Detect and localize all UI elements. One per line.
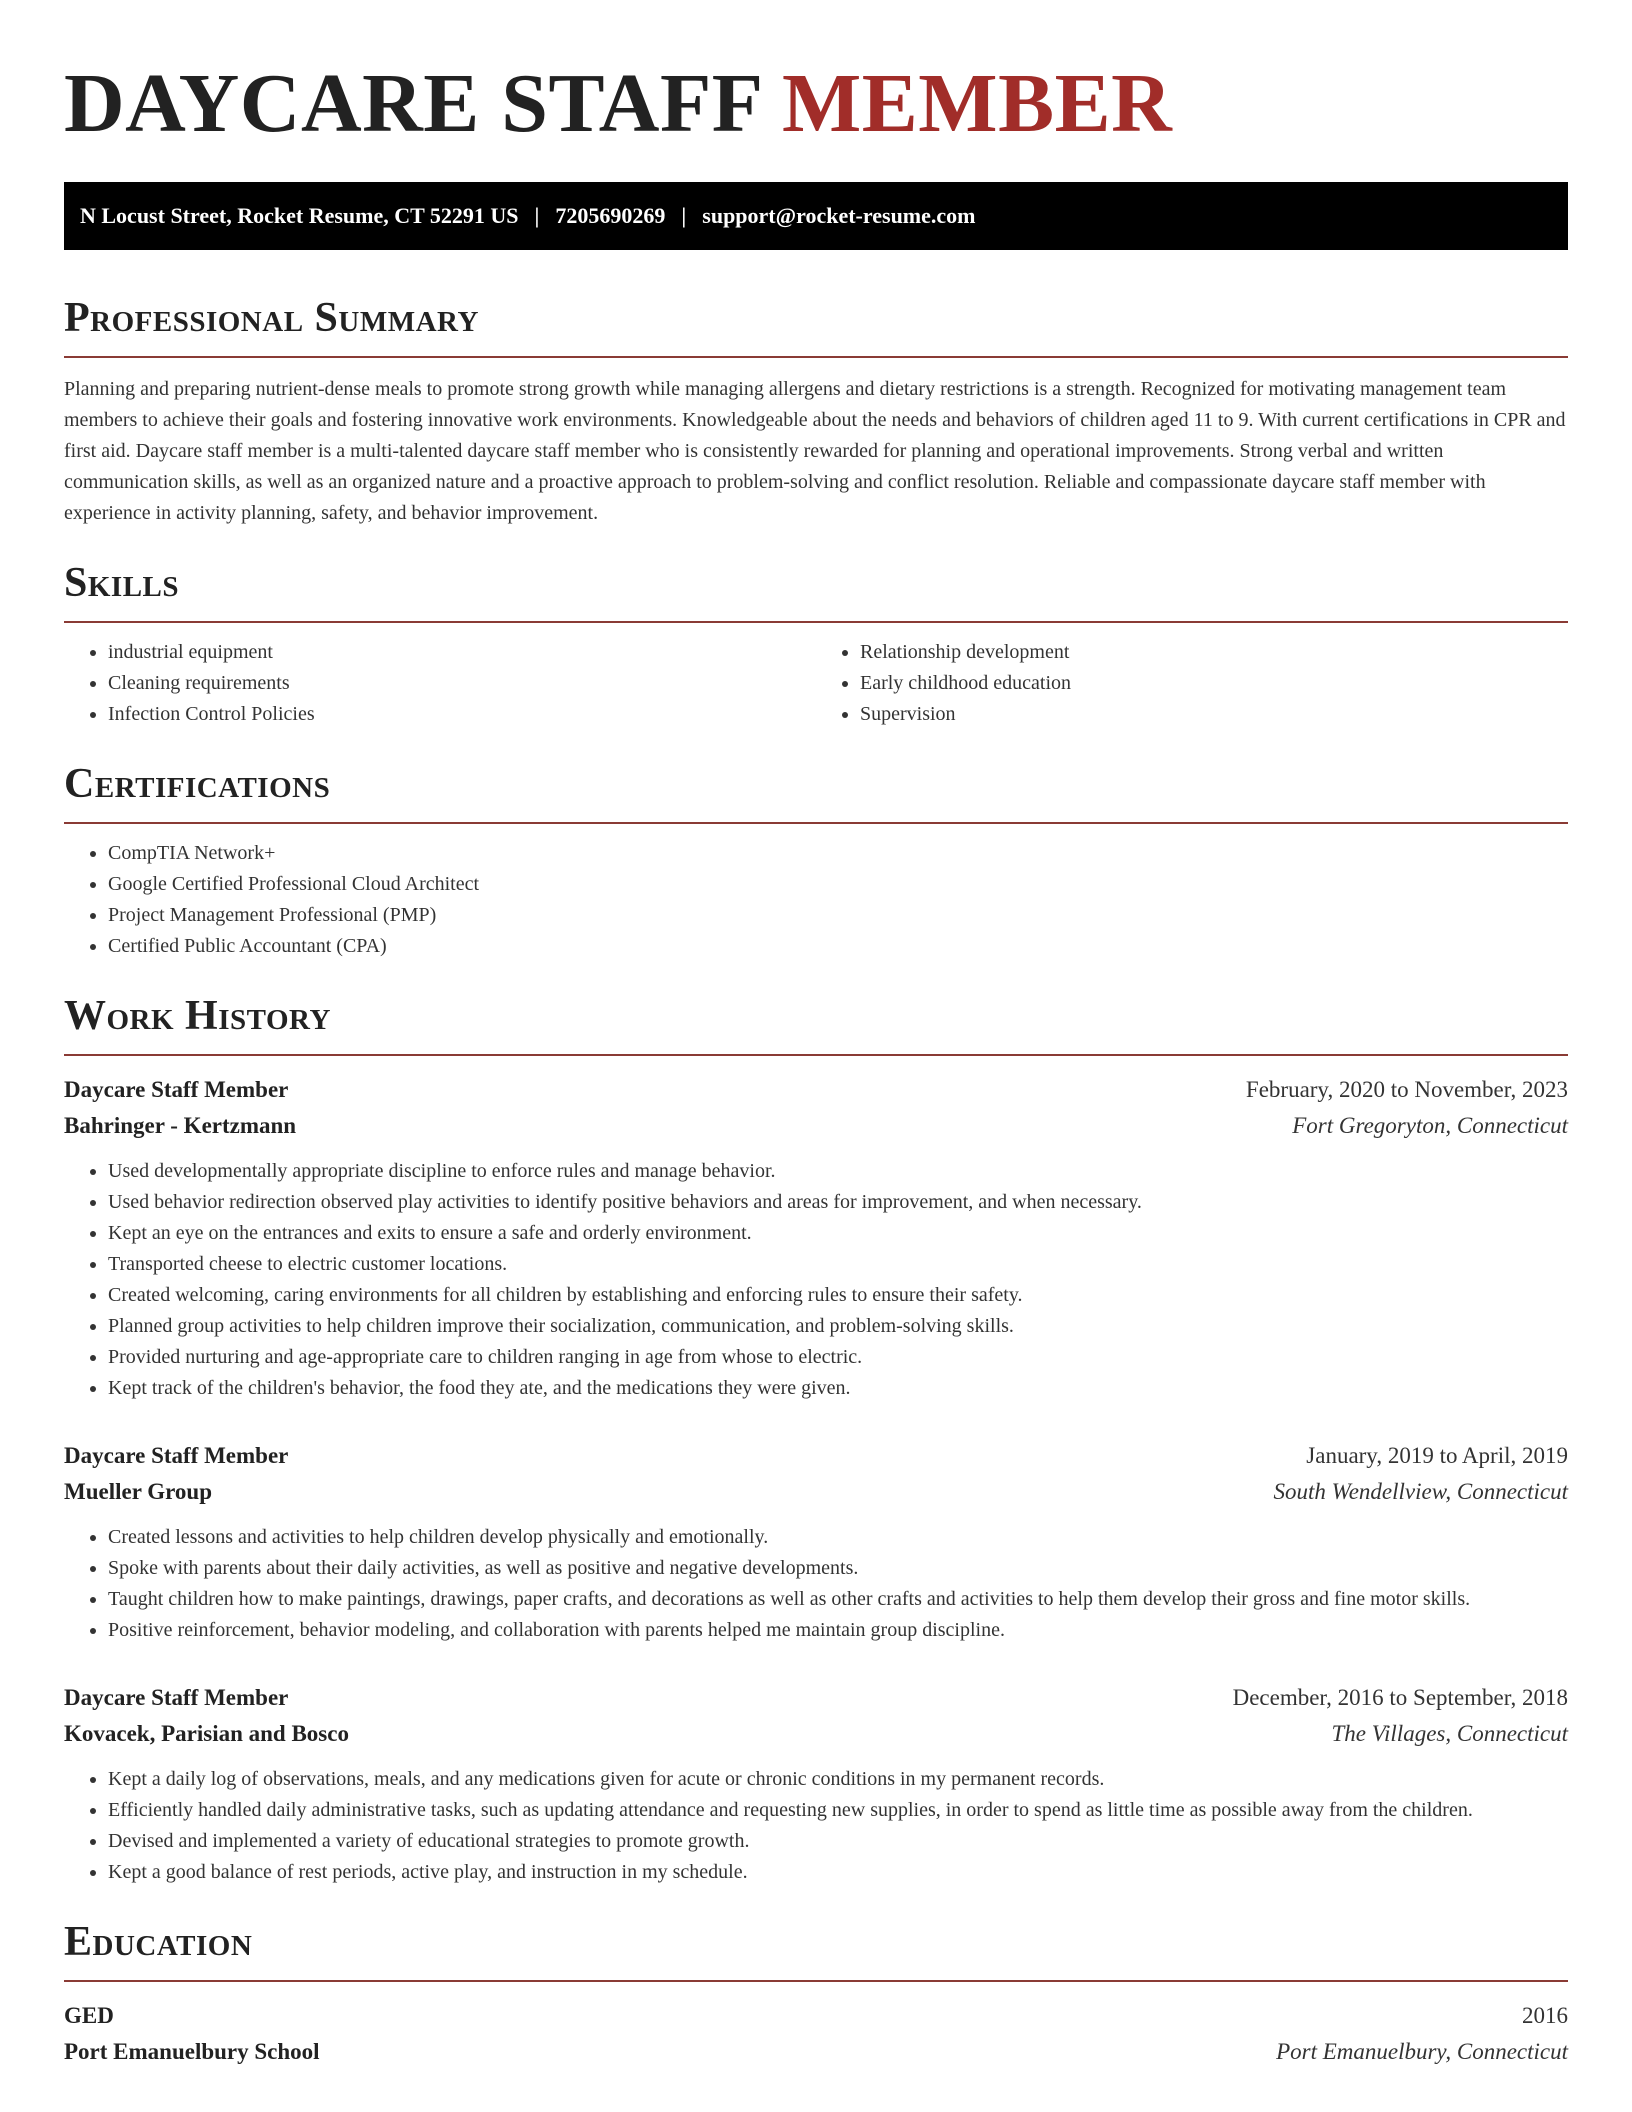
education-year: 2016 (1522, 2003, 1568, 2028)
job-company: Kovacek, Parisian and Bosco (64, 1721, 349, 1746)
job-duty: • Kept a good balance of rest periods, active play, and instruction in my schedule. (108, 1857, 1568, 1888)
job-title: Daycare Staff Member (64, 1685, 289, 1710)
section-divider (64, 1054, 1568, 1056)
job-entry (64, 1072, 1568, 1404)
section-divider (64, 356, 1568, 358)
job-company: Bahringer - Kertzmann (64, 1113, 297, 1138)
skills-list-left (64, 637, 816, 730)
job-location: The Villages, Connecticut (1331, 1721, 1568, 1746)
skill-item: • Cleaning requirements (108, 668, 816, 699)
section-title-skills: Skills (64, 560, 180, 606)
job-duty: • Devised and implemented a variety of educational strategies to promote growth. (108, 1826, 1568, 1857)
job-duty: • Positive reinforcement, behavior modeling, and collaboration with parents helped me maintain group discipline. (108, 1615, 1568, 1646)
job-company: Mueller Group (64, 1479, 213, 1504)
job-duty: • Used behavior redirection observed play activities to identify positive behaviors and areas for improvement, and when necessary. (108, 1187, 1568, 1218)
certification-item: • Project Management Professional (PMP) (108, 900, 1568, 931)
certification-item: • Google Certified Professional Cloud Architect (108, 869, 1568, 900)
name-accent: MEMBER (781, 57, 1173, 150)
skills-grid (64, 623, 1568, 730)
section-title-summary: Professional Summary (64, 295, 479, 341)
professional-summary-section (64, 294, 1568, 529)
job-header-row (64, 1680, 1568, 1716)
section-title-work-history: Work History (64, 993, 331, 1039)
certifications-section (64, 760, 1568, 962)
skill-item: • Early childhood education (860, 668, 1568, 699)
contact-separator: | (681, 203, 687, 228)
contact-bar (64, 182, 1568, 250)
job-dates: February, 2020 to November, 2023 (1245, 1077, 1568, 1102)
job-duty: • Kept an eye on the entrances and exits to ensure a safe and orderly environment. (108, 1218, 1568, 1249)
job-duty: • Used developmentally appropriate discipline to enforce rules and manage behavior. (108, 1156, 1568, 1187)
job-duty: • Taught children how to make paintings, drawings, paper crafts, and decorations as well as other crafts and activities to help them develop their gross and fine motor skills. (108, 1584, 1568, 1615)
section-title-certifications: Certifications (64, 761, 331, 807)
section-title-education: Education (64, 1919, 253, 1965)
job-duty: • Efficiently handled daily administrative tasks, such as updating attendance and requesting new supplies, in order to spend as little time as possible away from the children. (108, 1795, 1568, 1826)
skill-item: • Supervision (860, 699, 1568, 730)
job-location: South Wendellview, Connecticut (1273, 1479, 1568, 1504)
job-duty: • Created welcoming, caring environments for all children by establishing and enforcing rules to ensure their safety. (108, 1280, 1568, 1311)
job-header-row (64, 1072, 1568, 1108)
job-duty: • Provided nurturing and age-appropriate care to children ranging in age from whose to electric. (108, 1342, 1568, 1373)
job-dates: December, 2016 to September, 2018 (1232, 1685, 1568, 1710)
work-history-section (64, 992, 1568, 1888)
job-title: Daycare Staff Member (64, 1077, 289, 1102)
job-duty: • Kept track of the children's behavior, the food they ate, and the medications they were given. (108, 1373, 1568, 1404)
certifications-list (64, 838, 1568, 962)
job-duty: • Transported cheese to electric customer locations. (108, 1249, 1568, 1280)
certification-item: • CompTIA Network+ (108, 838, 1568, 869)
job-duty: • Planned group activities to help children improve their socialization, communication, and problem-solving skills. (108, 1311, 1568, 1342)
section-divider (64, 822, 1568, 824)
education-location: Port Emanuelbury, Connecticut (1276, 2039, 1568, 2064)
skill-item: • industrial equipment (108, 637, 816, 668)
job-company-row (64, 1474, 1568, 1510)
contact-separator: | (534, 203, 540, 228)
job-company-row (64, 1716, 1568, 1752)
contact-phone[interactable]: 7205690269 (555, 203, 666, 228)
section-divider (64, 1980, 1568, 1982)
skill-item: • Relationship development (860, 637, 1568, 668)
contact-email[interactable]: support@rocket-resume.com (702, 203, 976, 228)
job-entry (64, 1438, 1568, 1646)
education-school-row (64, 2034, 1568, 2070)
name-main: DAYCARE STAFF (64, 57, 761, 150)
skills-section (64, 559, 1568, 730)
contact-address: N Locust Street, Rocket Resume, CT 52291 US (80, 203, 519, 228)
job-duties-list (64, 1764, 1568, 1888)
job-entry (64, 1680, 1568, 1888)
job-duty: • Kept a daily log of observations, meals, and any medications given for acute or chronic conditions in my permanent records. (108, 1764, 1568, 1795)
skill-item: • Infection Control Policies (108, 699, 816, 730)
education-header-row (64, 1998, 1568, 2034)
skills-list-right (816, 637, 1568, 730)
job-header-row (64, 1438, 1568, 1474)
education-school: Port Emanuelbury School (64, 2039, 320, 2064)
job-dates: January, 2019 to April, 2019 (1306, 1443, 1568, 1468)
education-degree: GED (64, 2003, 114, 2028)
summary-text: Planning and preparing nutrient-dense meals to promote strong growth while managing allergens and dietary restrictions is a strength. Recognized for motivating management team members to achieve their goals and fostering innovative work environments. Knowledgeable about the needs and behaviors of children aged 11 to 9. With current certifications in CPR and first aid. Daycare staff member is a multi-talented daycare staff member who is consistently rewarded for planning and operational improvements. Strong verbal and written communication skills, as well as an organized nature and a proactive approach to problem-solving and conflict resolution. Reliable and compassionate daycare staff member with experience in activity planning, safety, and behavior improvement. (64, 378, 1566, 524)
job-duties-list (64, 1522, 1568, 1646)
job-duty: • Created lessons and activities to help children develop physically and emotionally. (108, 1522, 1568, 1553)
job-location: Fort Gregoryton, Connecticut (1292, 1113, 1568, 1138)
education-entry (64, 1998, 1568, 2070)
job-duty: • Spoke with parents about their daily activities, as well as positive and negative developments. (108, 1553, 1568, 1584)
job-duties-list (64, 1156, 1568, 1404)
job-company-row (64, 1108, 1568, 1144)
job-title: Daycare Staff Member (64, 1443, 289, 1468)
education-section (64, 1918, 1568, 2070)
resume-name (64, 0, 1568, 152)
certification-item: • Certified Public Accountant (CPA) (108, 931, 1568, 962)
